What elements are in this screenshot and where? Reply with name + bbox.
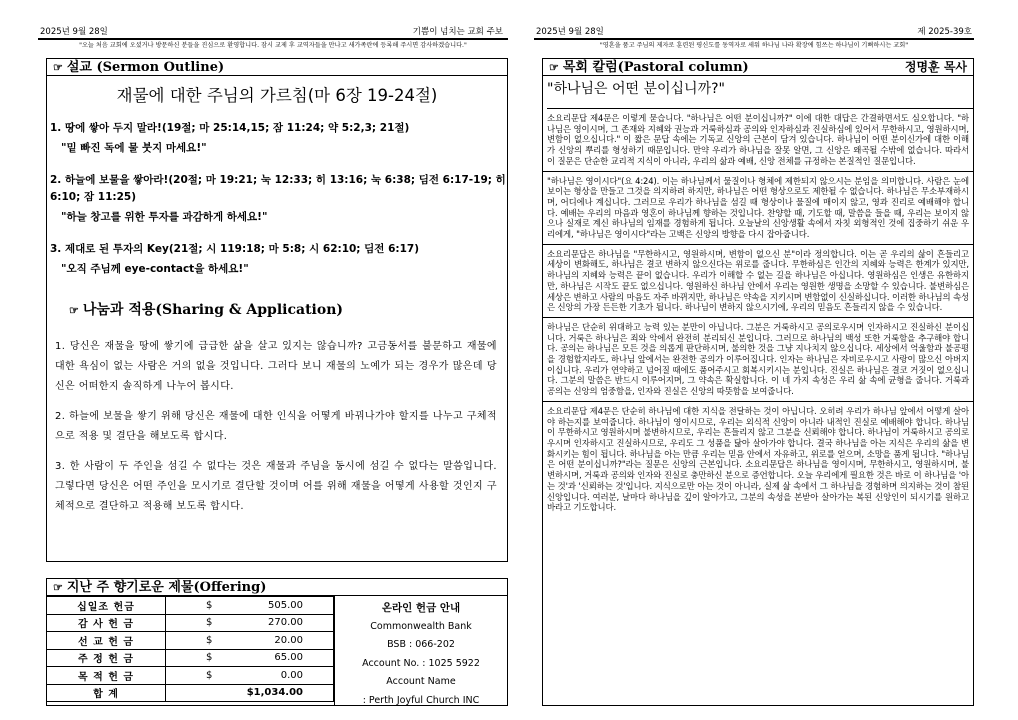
bank-name: Commonwealth Bank [370, 620, 472, 632]
offering-box [46, 578, 508, 706]
table-row [47, 597, 334, 615]
pastoral-heading [543, 59, 973, 76]
sermon-point-3: 3. 제대로 된 투자의 Key(21절; 시 119:18; 마 5:8; 시 62:10; 딤전 6:17) [50, 243, 420, 255]
pointing-hand-icon: ☞ [549, 61, 559, 74]
sharing-question-1: 1. 당신은 재물을 땅에 쌓기에 급급한 삶을 살고 있지는 않습니까? 고금동서를 불문하고 재물에 대한 욕심이 없는 사람은 거의 없을 것입니다. 그러다 보니 재물의 노예가 되는 경우가 많은데 당신은 어떠한지 솔직하게 나누어 봅시다. [55, 341, 497, 392]
pastoral-heading-text: 목회 칼럼(Pastoral column) [562, 60, 749, 75]
pointing-hand-icon: ☞ [53, 581, 63, 594]
offering-currency: $ [166, 667, 225, 685]
offering-total-label: 합 계 [47, 684, 166, 702]
offering-amount: 270.00 [224, 614, 334, 632]
table-row [47, 614, 334, 632]
offering-table [47, 596, 334, 702]
offering-label: 목 적 헌 금 [47, 667, 166, 685]
left-header-date: 2025년 9월 28일 [40, 27, 108, 37]
right-header-issue: 제 2025-39호 [917, 27, 972, 37]
offering-currency: $ [166, 649, 225, 667]
table-row [47, 667, 334, 685]
offering-total-amount: $1,034.00 [224, 684, 334, 702]
sermon-quote-3: "오직 주님께 eye-contact을 하세요!" [61, 263, 249, 275]
offering-currency: $ [166, 632, 225, 650]
sermon-heading [47, 59, 507, 76]
pastoral-title: "하나님은 어떤 분이십니까?" [547, 78, 973, 109]
right-verse: "영혼을 품고 주님의 제자로 훈련된 평신도를 동역자로 세워 하나님 나라 확장에 힘쓰는 하나님이 기뻐하시는 교회" [599, 42, 909, 49]
pastoral-paragraph-5: 소요리문답 제4문은 단순히 하나님에 대한 지식을 전달하는 것이 아닙니다. 오히려 우리가 하나님 앞에서 어떻게 살아야 하는지를 보여줍니다. 하나님이 영이시므로, 우리는 외식적 신앙이 아니라 내적인 진실로 예배해야 합니다. 하나님이 무한하시고 영원하시며 불변하시므로, 우리는 흔들리지 않고 그분을 신뢰해야 합니다. 하나님이 거룩하시고 공의로우시며 인자하시고 진실하시므로, 우리도 그 성품을 닮아 살아가야 합니다. 결국 하나님을 아는 지식은 우리의 삶을 변화시키는 힘이 됩니다. 하나님을 아는 만큼 우리는 믿음 안에서 자유하고, 위로를 얻으며, 소망을 품게 됩니다. "하나님은 어떤 분이십니까?"라는 질문은 신앙의 근본입니다. 소요리문답은 하나님을 영이시며, 무한하시고, 영원하시며, 불변하시며, 거룩과 공의와 인자와 진실로 충만하신 분으로 증언합니다. 오늘 우리에게 필요한 것은 바로 이 하나님을 '아는 것'과 '신뢰하는 것'입니다. 지식으로만 아는 것이 아니라, 실제 삶 속에서 그 하나님을 경험하며 의지하는 것이 참된 신앙입니다. 여러분, 날마다 하나님을 깊이 알아가고, 그분의 속성을 본받아 살아가는 복된 신앙인이 되시기를 원하고 바라고 기도합니다. [547, 405, 969, 513]
account-name: : Perth Joyful Church INC [362, 694, 480, 706]
offering-amount: 0.00 [224, 667, 334, 685]
sermon-heading-text: 설교 (Sermon Outline) [66, 60, 225, 75]
left-header [38, 25, 508, 39]
bank-bsb: BSB : 066-202 [387, 639, 455, 650]
sermon-title: 재물에 대한 주님의 가르침(마 6장 19-24절) [116, 86, 438, 105]
left-verse: "오늘 처음 교회에 오셨거나 방문하신 분들을 진심으로 환영합니다. 잠시 교제 후 교역자들을 만나고 새가족란에 등록해 주시면 감사하겠습니다." [79, 42, 467, 49]
left-header-title: 기쁨이 넘치는 교회 주보 [412, 27, 503, 37]
right-header-date: 2025년 9월 28일 [536, 27, 604, 37]
table-row [47, 649, 334, 667]
sermon-box [46, 58, 508, 562]
offering-heading [47, 579, 507, 596]
table-row [47, 632, 334, 650]
pastoral-author: 정명훈 목사 [904, 60, 967, 74]
pastoral-paragraph-4: 하나님은 단순히 위대하고 능력 있는 분만이 아닙니다. 그분은 거룩하시고 공의로우시며 인자하시고 진실하신 분이십니다. 거룩은 하나님은 죄와 악에서 완전히 분리되신 분입니다. 그러므로 하나님의 백성 또한 거룩함을 추구해야 합니다. 공의는 하나님은 모든 것을 의롭게 판단하시며, 불의한 것을 그냥 지나치지 않으십니다. 세상에서 억울함과 불공평을 경험할지라도, 하나님 앞에서는 완전한 공의가 이루어집니다. 인자는 하나님은 자비로우시고 사랑이 많으신 아버지이십니다. 우리가 연약하고 넘어질 때에도 품어주시고 회복시키시는 분입니다. 진실은 하나님은 결코 거짓이 없으십니다. 그분의 말씀은 반드시 이루어지며, 그 약속은 확실합니다. 이 네 가지 속성은 우리 삶 속에 균형을 줍니다. 거룩과 공의는 신앙의 엄중함을, 인자와 진실은 신앙의 따뜻함을 보여줍니다. [547, 321, 969, 397]
right-page [534, 0, 974, 720]
offering-label: 감 사 헌 금 [47, 614, 166, 632]
bank-account: Account No. : 1025 5922 [362, 657, 480, 669]
offering-heading-text: 지난 주 향기로운 제물(Offering) [66, 580, 267, 595]
pastoral-column-box [542, 58, 974, 706]
sharing-question-2: 2. 하늘에 보물을 쌓기 위해 당신은 재물에 대한 인식을 어떻게 바꿔나가야 할지를 나누고 구체적으로 적용 및 결단을 해보도록 합시다. [55, 411, 497, 442]
account-name-label: Account Name [386, 676, 456, 687]
online-offering-info [334, 596, 507, 705]
online-offering-title: 온라인 헌금 안내 [381, 602, 461, 614]
offering-currency: $ [166, 614, 225, 632]
sermon-quote-1: "밑 빠진 독에 물 붓지 마세요!" [61, 142, 207, 154]
sermon-quote-2: "하늘 창고를 위한 투자를 과감하게 하세요!" [61, 211, 268, 223]
offering-label: 십일조 헌금 [47, 597, 166, 615]
sharing-heading [69, 299, 507, 319]
sharing-question-3: 3. 한 사람이 두 주인을 섬길 수 없다는 것은 재물과 주님을 동시에 섬길 수 없다는 말씀입니다. 그렇다면 당신은 어떤 주인을 모시기로 결단할 것이며 어를 위해 재물을 어떻게 사용할 것인지 구체적으로 결단하고 적용해 보도록 합시다. [55, 461, 497, 512]
right-header [534, 25, 974, 39]
offering-amount: 20.00 [224, 632, 334, 650]
offering-label: 주 정 헌 금 [47, 649, 166, 667]
sermon-point-2: 2. 하늘에 보물을 쌓아라!(20절; 마 19:21; 눅 12:33; 히 13:16; 눅 6:38; 딤전 6:17-19; 히 6:10; 잠 11:25) [50, 174, 506, 203]
offering-currency: $ [166, 597, 225, 615]
pastoral-paragraph-3: 소요리문답은 하나님을 "무한하시고, 영원하시며, 변함이 없으신 분"이라 정의합니다. 이는 곧 우리의 삶이 흔들리고 세상이 변화해도, 하나님은 결코 변하지 않으신다는 위로를 줍니다. 무한하심은 인간의 지혜와 능력은 한계가 있지만, 하나님의 지혜와 능력은 끝이 없습니다. 우리가 이해할 수 없는 길을 하나님은 아십니다. 영원하심은 인생은 유한하지만, 하나님은 시작도 끝도 없으십니다. 영원하신 하나님 안에서 우리는 영원한 생명을 소망할 수 있습니다. 불변하심은 세상은 변하고 사람의 마음도 자주 바뀌지만, 하나님은 약속을 지키시며 변함없이 신실하십니다. 이러한 하나님의 속성은 신앙의 가장 든든한 기초가 됩니다. 하나님이 변하지 않으시기에, 우리의 믿음도 흔들리지 않을 수 있습니다. [547, 248, 969, 313]
sharing-heading-text: 나눔과 적용(Sharing & Application) [82, 302, 344, 318]
offering-amount: 505.00 [224, 597, 334, 615]
offering-label: 선 교 헌 금 [47, 632, 166, 650]
pointing-hand-icon: ☞ [69, 304, 79, 317]
pastoral-paragraph-1: 소요리문답 제4문은 이렇게 묻습니다. "하나님은 어떤 분이십니까?" 이에 대한 대답은 간결하면서도 심오합니다. "하나님은 영이시며, 그 존재와 지혜와 권능과 거룩하심과 공의와 인자하심과 진실하심에 있어서 무한하시고, 영원하시며, 변함이 없으십니다." 이 짧은 문답 속에는 기독교 신앙의 근본이 담겨 있습니다. 하나님이 어떤 분이신가에 대한 이해가 신앙의 뿌리를 형성하기 때문입니다. 만약 우리가 하나님을 잘못 알면, 그 신앙은 왜곡될 수밖에 없습니다. 따라서 이 질문은 단순한 교리적 지식이 아니라, 우리의 삶과 예배, 신앙 전체를 규정하는 본질적인 질문입니다. [547, 113, 969, 166]
offering-amount: 65.00 [224, 649, 334, 667]
offering-total-row [47, 684, 334, 702]
pastoral-paragraph-2: "하나님은 영이시다"(요 4:24). 이는 하나님께서 물질이나 형체에 제한되지 않으시는 분임을 의미합니다. 사람은 눈에 보이는 형상을 만들고 그것을 의지하려 하지만, 하나님은 어떤 형상으로도 제한될 수 없습니다. 하나님은 무소부재하시며, 어디에나 계십니다. 그러므로 우리가 하나님을 섬길 때 형상이나 물질에 매이지 않고, 영과 진리로 예배해야 합니다. 예배는 우리의 마음과 영혼이 하나님께 향하는 것입니다. 찬양할 때, 기도할 때, 말씀을 들을 때, 우리는 보이지 않으나 실재로 계신 하나님의 임재를 경험하게 됩니다. 오늘날의 신앙생활 속에서 자칫 외형적인 것에 집중하기 쉬운 우리에게, "하나님은 영이시다"라는 고백은 신앙의 방향을 다시 잡아줍니다. [547, 175, 969, 240]
sermon-point-1: 1. 땅에 쌓아 두지 말라!(19절; 마 25:14,15; 잠 11:24; 약 5:2,3; 21절) [50, 122, 410, 134]
pointing-hand-icon: ☞ [53, 61, 63, 74]
left-page [38, 0, 508, 720]
